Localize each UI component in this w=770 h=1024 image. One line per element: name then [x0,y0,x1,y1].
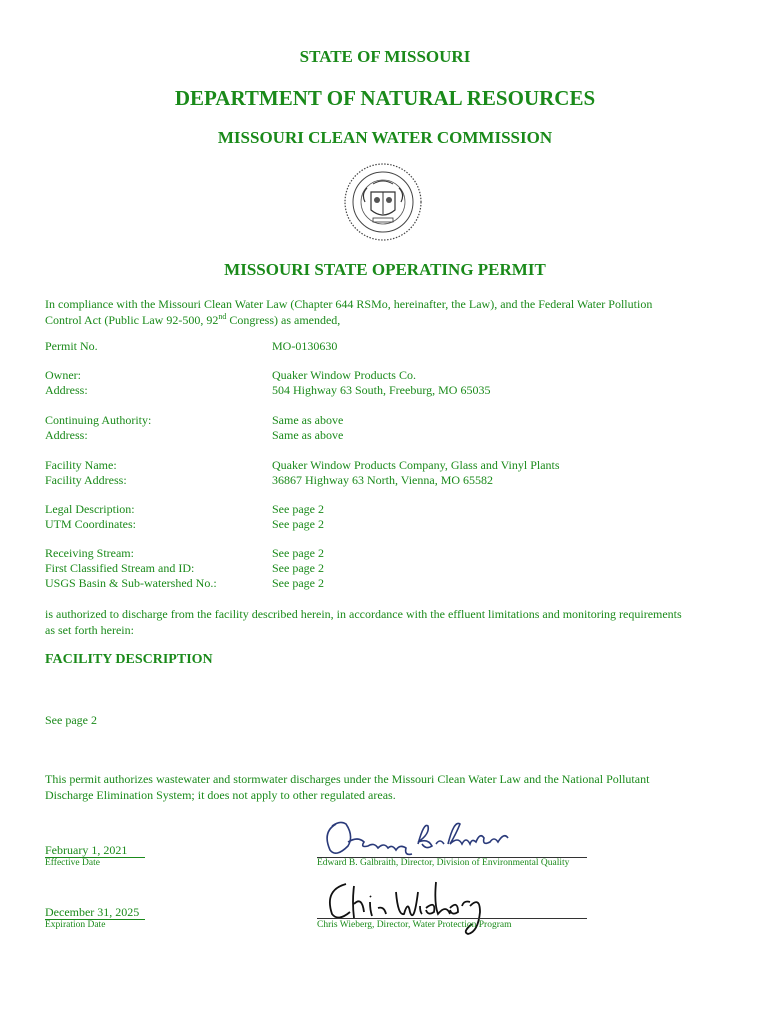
continuing-authority-value: Same as above [272,413,344,427]
permit-title: MISSOURI STATE OPERATING PERMIT [224,260,546,279]
signer-1-name: Edward B. Galbraith, Director, Division of Environmental Quality [317,858,570,868]
owner-address-value: 504 Highway 63 South, Freeburg, MO 65035 [272,383,491,397]
commission-title: MISSOURI CLEAN WATER COMMISSION [217,128,553,147]
legal-description-value: See page 2 [272,502,324,516]
permit-number-label: Permit No. [45,339,98,353]
facility-address-value: 36867 Highway 63 North, Vienna, MO 65582 [272,473,494,487]
effective-date: February 1, 2021 [45,843,145,858]
scope-line-1: This permit authorizes wastewater and stormwater discharges under the Missouri Clean Water Law and the National Pollutant [45,772,650,786]
scope-line-2: Discharge Elimination System; it does not apply to other regulated areas. [45,788,396,802]
intro-line-2: Control Act (Public Law 92-500, 92nd Congress) as amended, [45,312,341,327]
scope-paragraph [45,771,735,803]
expiration-date-label: Expiration Date [45,920,106,930]
first-classified-stream-value: See page 2 [272,561,324,575]
utm-coordinates-label: UTM Coordinates: [45,517,136,531]
authorization-paragraph [45,606,735,638]
effective-date-label: Effective Date [45,858,100,868]
receiving-stream-value: See page 2 [272,546,324,560]
facility-description-text: See page 2 [45,713,97,727]
usgs-basin-label: USGS Basin & Sub-watershed No.: [45,576,217,590]
usgs-basin-value: See page 2 [272,576,324,590]
facility-name-value: Quaker Window Products Company, Glass and Vinyl Plants [272,458,560,472]
intro-paragraph [45,296,735,328]
facility-description-heading: FACILITY DESCRIPTION [45,652,213,667]
galbraith-signature-icon [318,814,538,862]
signer-2-name: Chris Wieberg, Director, Water Protection Program [317,920,512,930]
department-title: DEPARTMENT OF NATURAL RESOURCES [174,86,596,110]
expiration-date: December 31, 2025 [45,905,145,920]
intro-line-1: In compliance with the Missouri Clean Water Law (Chapter 644 RSMo, hereinafter, the Law), and the Federal Water Pollution [45,297,653,311]
legal-description-label: Legal Description: [45,502,135,516]
state-seal-icon [343,162,423,242]
continuing-address-value: Same as above [272,428,344,442]
owner-address-label: Address: [45,383,88,397]
authorization-line-2: as set forth herein: [45,623,134,637]
utm-coordinates-value: See page 2 [272,517,324,531]
permit-number-value: MO-0130630 [272,339,338,353]
continuing-address-label: Address: [45,428,88,442]
state-title: STATE OF MISSOURI [299,47,471,66]
receiving-stream-label: Receiving Stream: [45,546,134,560]
owner-value: Quaker Window Products Co. [272,368,416,382]
continuing-authority-label: Continuing Authority: [45,413,152,427]
facility-name-label: Facility Name: [45,458,117,472]
facility-address-label: Facility Address: [45,473,127,487]
signature-line-2 [317,918,587,919]
authorization-line-1: is authorized to discharge from the facility described herein, in accordance with the effluent limitations and monitoring requirements [45,607,682,621]
first-classified-stream-label: First Classified Stream and ID: [45,561,195,575]
owner-label: Owner: [45,368,81,382]
